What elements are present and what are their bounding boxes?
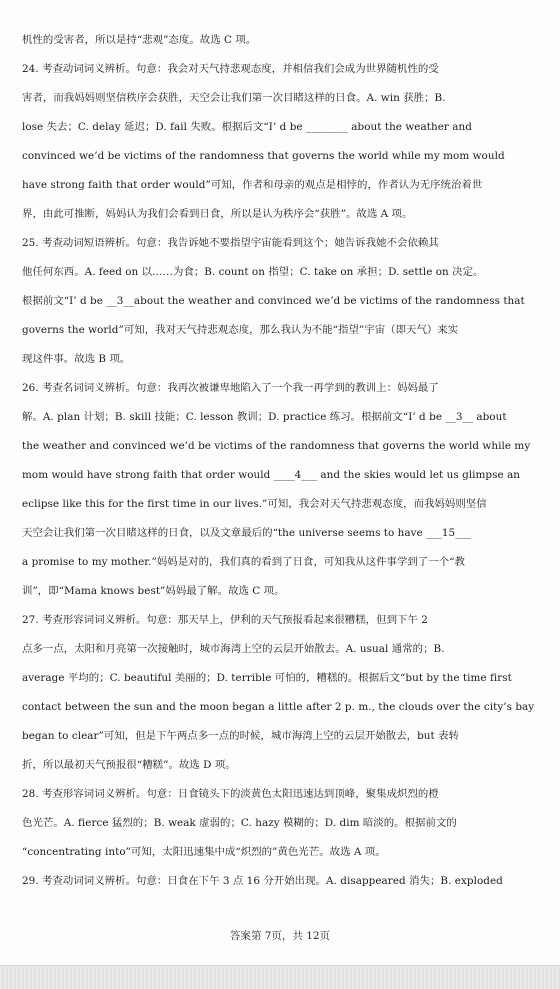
text-line: 25. 考查动词短语辨析。句意：我告诉她不要指望宇宙能看到这个；她告诉我她不会依赖其 <box>22 237 439 249</box>
text-line: 26. 考查名词词义辨析。句意：我再次被谦卑地陷入了一个我一再学到的教训上：妈妈最了 <box>22 382 439 394</box>
text-line: 色光芒。A. fierce 猛烈的；B. weak 虚弱的；C. hazy 模糊的；D. dim 暗淡的。根据前文的 <box>22 817 457 829</box>
text-line: 界，由此可推断，妈妈认为我们会看到日食，所以是认为秩序会“获胜”。故选 A 项。 <box>22 208 413 220</box>
bottom-scroll-strip <box>0 965 560 989</box>
text-line: began to clear”可知，但是下午两点多一点的时候，城市海湾上空的云层开始散去，but 表转 <box>22 730 460 742</box>
text-line: governs the world”可知，我对天气持悲观态度，那么我认为不能“指望”宇宙（即天气）来实 <box>22 324 459 336</box>
text-line: 现这件事。故选 B 项。 <box>22 353 131 365</box>
text-line: have strong faith that order would”可知，作者和母亲的观点是相悖的，作者认为无序统治着世 <box>22 179 483 191</box>
text-line: 解。A. plan 计划；B. skill 技能；C. lesson 教训；D. practice 练习。根据前文“I’ d be __3__ about <box>22 411 507 423</box>
text-line: contact between the sun and the moon began a little after 2 p. m., the clouds over the city’s bay <box>22 701 535 713</box>
text-line: convinced we’d be victims of the randomness that governs the world while my mom would <box>22 150 505 162</box>
answer-explanations <box>22 26 540 896</box>
text-line: 害者，而我妈妈则坚信秩序会获胜，天空会让我们第一次目睹这样的日食。A. win 获胜；B. <box>22 92 446 104</box>
text-line: average 平均的；C. beautiful 美丽的；D. terrible 可怕的，糟糕的。根据后文“but by the time first <box>22 672 512 684</box>
text-line: 根据前文“I’ d be __3__about the weather and convinced we’d be victims of the randomness that <box>22 295 525 307</box>
text-line: 27. 考查形容词词义辨析。句意：那天早上，伊利的天气预报看起来很糟糕，但到下午 2 <box>22 614 428 626</box>
text-line: 训”，即“Mama knows best”妈妈最了解。故选 C 项。 <box>22 585 285 597</box>
text-line: lose 失去；C. delay 延迟；D. fail 失败。根据后文“I’ d be ________ about the weather and <box>22 121 472 133</box>
text-line: 29. 考查动词词义辨析。句意：日食在下午 3 点 16 分开始出现。A. disappeared 消失；B. exploded <box>22 875 503 887</box>
text-line: 24. 考查动词词义辨析。句意：我会对天气持悲观态度，并相信我们会成为世界随机性的受 <box>22 63 439 75</box>
page-number: 答案第 7页，共 12页 <box>229 930 331 942</box>
text-line: a promise to my mother.”妈妈是对的，我们真的看到了日食，可知我从这件事学到了一个“教 <box>22 556 465 568</box>
text-line: 天空会让我们第一次目睹这样的日食，以及文章最后的“the universe seems to have ___15___ <box>22 527 471 539</box>
text-line: mom would have strong faith that order would ____4___ and the skies would let us glimpse an <box>22 469 521 481</box>
text-line: 机性的受害者，所以是持“悲观”态度。故选 C 项。 <box>22 34 257 46</box>
text-line: “concentrating into”可知，太阳迅速集中成“炽烈的”黄色光芒。故选 A 项。 <box>22 846 386 858</box>
text-line: 28. 考查形容词词义辨析。句意：日食镜头下的淡黄色太阳迅速达到顶峰，聚集成炽烈的橙 <box>22 788 439 800</box>
text-line: eclipse like this for the first time in our lives.”可知，我会对天气持悲观态度，而我妈妈则坚信 <box>22 498 487 510</box>
text-line: the weather and convinced we’d be victims of the randomness that governs the world while my <box>22 440 531 452</box>
text-line: 他任何东西。A. feed on 以……为食；B. count on 指望；C. take on 承担；D. settle on 决定。 <box>22 266 484 278</box>
text-line: 点多一点，太阳和月亮第一次接触时，城市海湾上空的云层开始散去。A. usual 通常的；B. <box>22 643 445 655</box>
text-line: 折，所以最初天气预报很“糟糕”。故选 D 项。 <box>22 759 236 771</box>
